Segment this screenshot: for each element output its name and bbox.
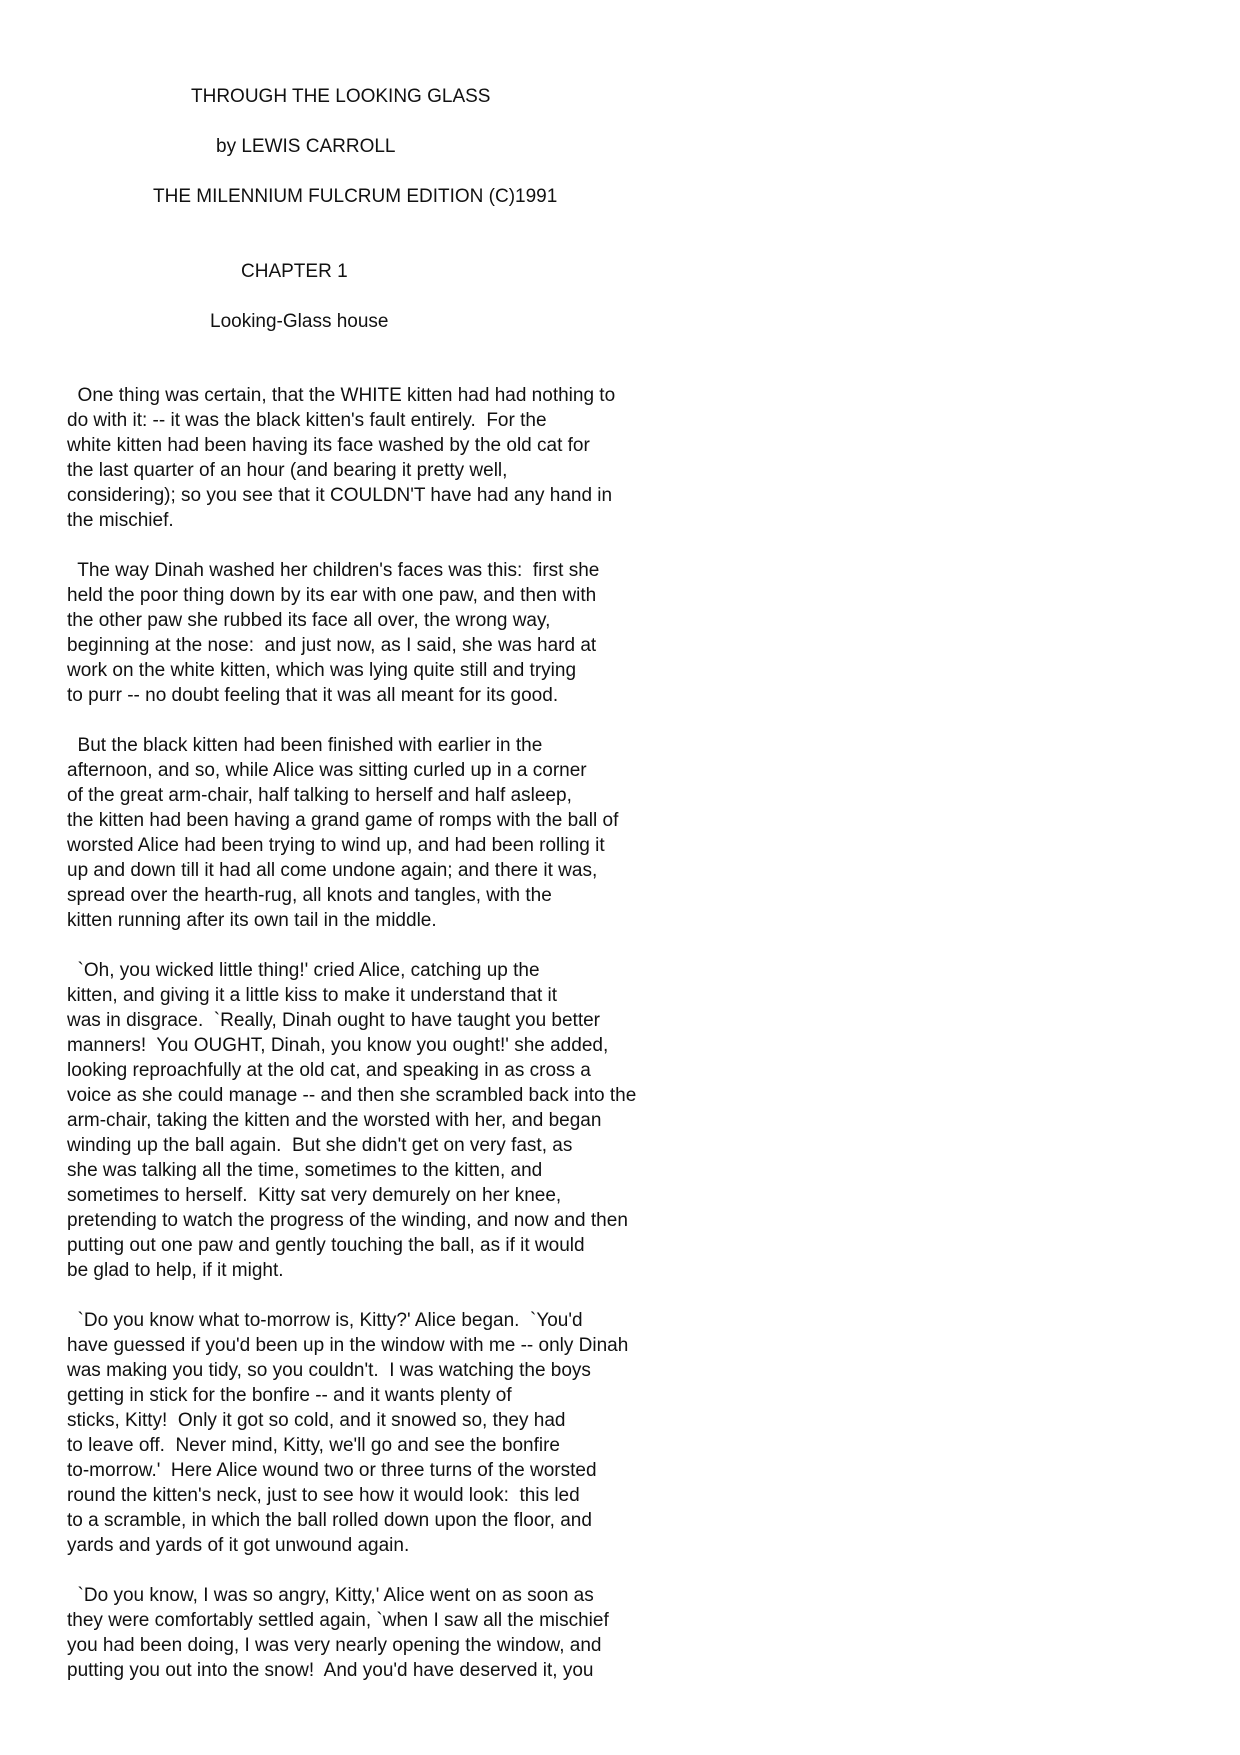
paragraph [67, 1308, 1167, 1558]
text-line: `Do you know what to-morrow is, Kitty?' Alice began. `You'd [67, 1310, 583, 1331]
text-line: getting in stick for the bonfire -- and it wants plenty of [67, 1385, 512, 1406]
text-line: be glad to help, if it might. [67, 1260, 284, 1281]
text-line: sometimes to herself. Kitty sat very demurely on her knee, [67, 1185, 562, 1206]
text-line: the other paw she rubbed its face all over, the wrong way, [67, 610, 551, 631]
text-line: work on the white kitten, which was lying quite still and trying [67, 660, 577, 681]
text-line: spread over the hearth-rug, all knots and tangles, with the [67, 885, 552, 906]
text-line: sticks, Kitty! Only it got so cold, and it snowed so, they had [67, 1410, 566, 1431]
text-line: pretending to watch the progress of the winding, and now and then [67, 1210, 628, 1231]
paragraph [67, 558, 1167, 708]
text-line: the mischief. [67, 510, 174, 531]
book-author: by LEWIS CARROLL [216, 136, 396, 157]
text-line: round the kitten's neck, just to see how it would look: this led [67, 1485, 580, 1506]
chapter-title: Looking-Glass house [210, 311, 389, 332]
text-line: voice as she could manage -- and then she scrambled back into the [67, 1085, 637, 1106]
text-line: held the poor thing down by its ear with one paw, and then with [67, 585, 597, 606]
edition-line: THE MILENNIUM FULCRUM EDITION (C)1991 [153, 186, 558, 207]
text-line: kitten running after its own tail in the middle. [67, 910, 437, 931]
paragraph [67, 1583, 1167, 1683]
text-line: the last quarter of an hour (and bearing it pretty well, [67, 460, 508, 481]
text-line: One thing was certain, that the WHITE kitten had had nothing to [67, 385, 616, 406]
text-line: to-morrow.' Here Alice wound two or three turns of the worsted [67, 1460, 597, 1481]
text-line: do with it: -- it was the black kitten's fault entirely. For the [67, 410, 547, 431]
text-line: `Do you know, I was so angry, Kitty,' Alice went on as soon as [67, 1585, 594, 1606]
text-line: The way Dinah washed her children's faces was this: first she [67, 560, 600, 581]
paragraph [67, 733, 1167, 933]
paragraph [67, 958, 1167, 1283]
text-line: to a scramble, in which the ball rolled down upon the floor, and [67, 1510, 592, 1531]
text-line: the kitten had been having a grand game of romps with the ball of [67, 810, 619, 831]
paragraph [67, 383, 1167, 533]
text-line: winding up the ball again. But she didn't get on very fast, as [67, 1135, 573, 1156]
text-line: putting you out into the snow! And you'd have deserved it, you [67, 1660, 594, 1681]
text-line: yards and yards of it got unwound again. [67, 1535, 410, 1556]
text-line: of the great arm-chair, half talking to herself and half asleep, [67, 785, 572, 806]
text-line: But the black kitten had been finished with earlier in the [67, 735, 543, 756]
text-line: arm-chair, taking the kitten and the worsted with her, and began [67, 1110, 602, 1131]
text-line: white kitten had been having its face washed by the old cat for [67, 435, 590, 456]
text-line: she was talking all the time, sometimes to the kitten, and [67, 1160, 543, 1181]
text-line: looking reproachfully at the old cat, and speaking in as cross a [67, 1060, 591, 1081]
text-line: to purr -- no doubt feeling that it was all meant for its good. [67, 685, 559, 706]
text-line: putting out one paw and gently touching the ball, as if it would [67, 1235, 585, 1256]
text-line: up and down till it had all come undone again; and there it was, [67, 860, 598, 881]
chapter-number: CHAPTER 1 [241, 261, 348, 282]
text-line: beginning at the nose: and just now, as I said, she was hard at [67, 635, 597, 656]
text-line: `Oh, you wicked little thing!' cried Alice, catching up the [67, 960, 540, 981]
text-line: was making you tidy, so you couldn't. I was watching the boys [67, 1360, 591, 1381]
text-line: considering); so you see that it COULDN'T have had any hand in [67, 485, 613, 506]
text-line: to leave off. Never mind, Kitty, we'll go and see the bonfire [67, 1435, 560, 1456]
text-line: kitten, and giving it a little kiss to make it understand that it [67, 985, 558, 1006]
text-line: afternoon, and so, while Alice was sitting curled up in a corner [67, 760, 587, 781]
text-line: manners! You OUGHT, Dinah, you know you ought!' she added, [67, 1035, 609, 1056]
text-line: they were comfortably settled again, `when I saw all the mischief [67, 1610, 609, 1631]
text-line: have guessed if you'd been up in the window with me -- only Dinah [67, 1335, 629, 1356]
text-line: worsted Alice had been trying to wind up, and had been rolling it [67, 835, 605, 856]
text-line: you had been doing, I was very nearly opening the window, and [67, 1635, 602, 1656]
chapter-body [67, 383, 1167, 1708]
book-title: THROUGH THE LOOKING GLASS [191, 86, 491, 107]
text-line: was in disgrace. `Really, Dinah ought to have taught you better [67, 1010, 601, 1031]
